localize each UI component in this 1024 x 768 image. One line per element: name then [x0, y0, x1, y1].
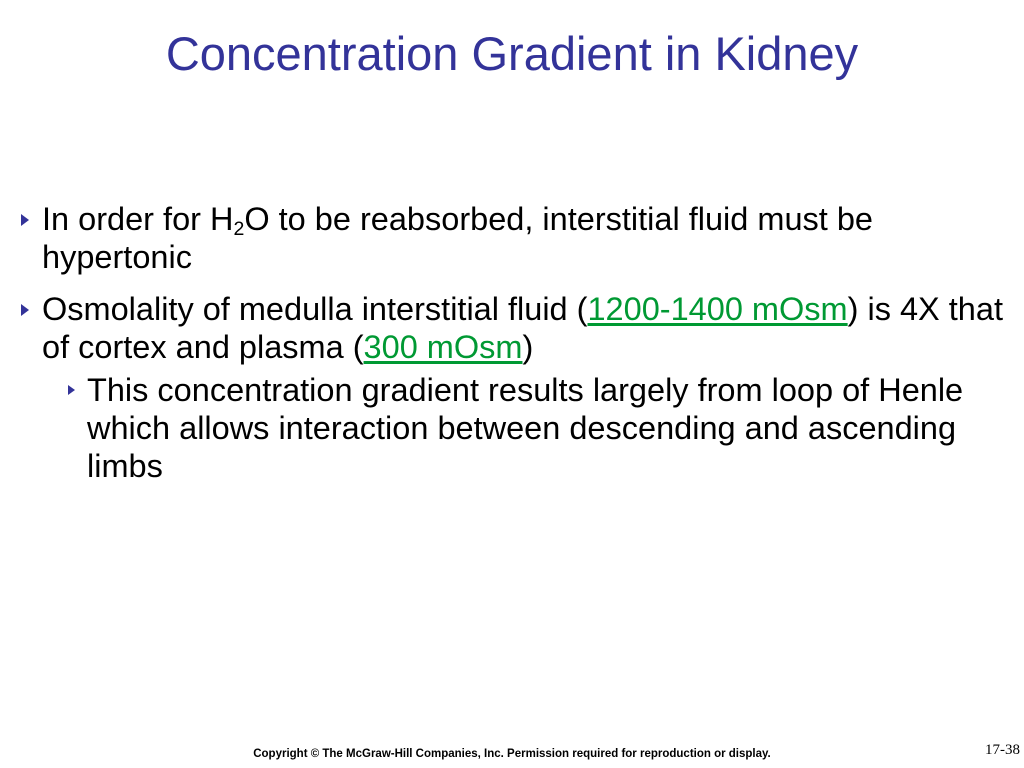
bullet-2-text-start: Osmolality of medulla interstitial fluid (: [42, 291, 588, 327]
link-1200-1400-mosm[interactable]: 1200-1400 mOsm: [587, 291, 848, 327]
bullet-item-1: [18, 200, 1018, 276]
triangle-right-icon: [68, 385, 75, 395]
page-number: 17-38: [985, 742, 1020, 758]
subscript-2: 2: [233, 217, 245, 240]
sub-bullet-text: This concentration gradient results largely from loop of Henle which allows interaction between descending and ascending limbs: [87, 372, 964, 484]
slide-title: Concentration Gradient in Kidney: [165, 27, 859, 80]
triangle-right-icon: [21, 304, 29, 316]
bullet-1-text-end: O to be reabsorbed, interstitial fluid must be hypertonic: [42, 201, 873, 275]
link-300-mosm[interactable]: 300 mOsm: [363, 329, 523, 365]
triangle-right-icon: [21, 214, 29, 226]
bullet-list: [18, 200, 1018, 485]
bullet-2-text-middle: ) is 4X that of cortex and plasma (: [42, 291, 1003, 365]
sub-bullet-item-1: [64, 371, 1018, 485]
bullet-1-text-start: In order for H: [42, 201, 234, 237]
bullet-2-text-end: ): [522, 329, 534, 365]
bullet-item-2: [18, 290, 1018, 366]
copyright-footer: Copyright © The McGraw-Hill Companies, Inc. Permission required for reproduction or display.: [253, 748, 771, 760]
